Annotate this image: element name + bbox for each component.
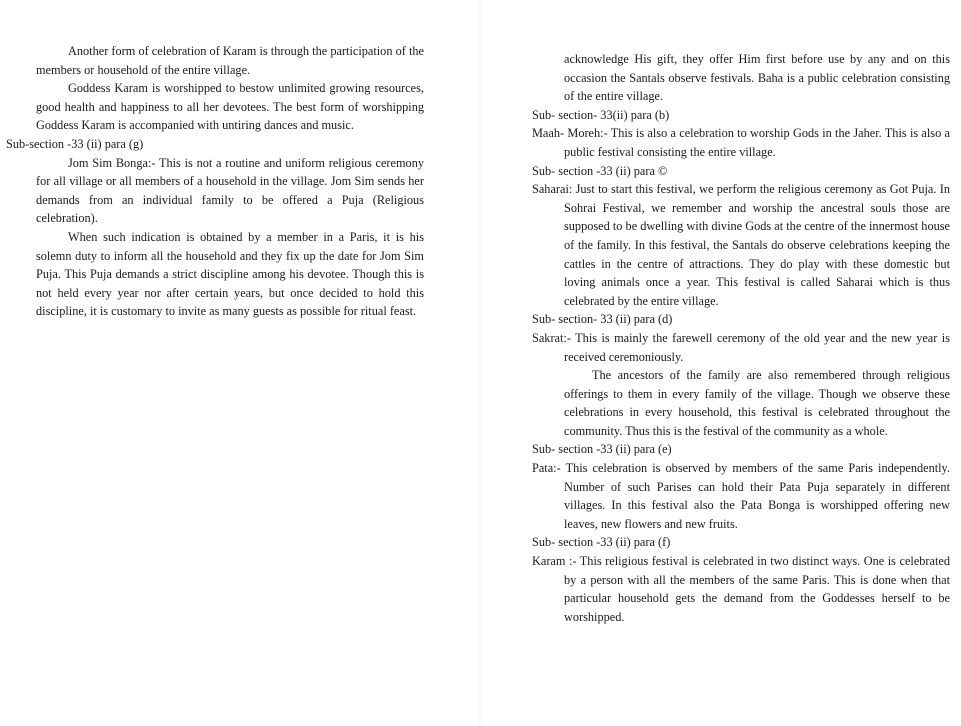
entry-karam: [532, 552, 950, 626]
text-sakrat: This is mainly the farewell ceremony of the old year and the new year is received ceremoniously.: [564, 330, 950, 364]
entry-sakrat: [532, 329, 950, 366]
left-column: [6, 42, 424, 321]
entry-maah-moreh: [532, 124, 950, 161]
subsection-heading-f: Sub- section -33 (ii) para (f): [532, 535, 671, 550]
term-sakrat: Sakrat:-: [532, 330, 571, 345]
term-pata: Pata:-: [532, 461, 561, 476]
entry-saharai: [532, 180, 950, 310]
right-column: [532, 50, 950, 626]
subsection-heading-b: Sub- section- 33(ii) para (b): [532, 107, 670, 122]
term-maah-moreh: Maah- Moreh:-: [532, 126, 608, 141]
paragraph-goddess-karam: Goddess Karam is worshipped to bestow unlimited growing resources, good health and happiness to all her devotees. The best form of worshipping Goddess Karam is accompanied with untiring dances and music.: [36, 81, 424, 133]
paragraph-sakrat-ancestors: The ancestors of the family are also remembered through religious offerings to them in every family of the village. Though we observe these celebrations in every household, this festival is celebrated throughout the community. Thus this is the festival of the community as a whole.: [564, 368, 950, 438]
text-saharai: Just to start this festival, we perform the religious ceremony as Got Puja. In Sohrai Festival, we remember and worship the ancestral souls those are supposed to be dwelling with divine Gods at the centre of the innermost house of the family. In this festival, the Santals do observe celebrations keeping the cattles in the centre of attractions. They do play with these domestic but loving animals once a year. This festival is called Saharai which is thus celebrated by the entire village.: [564, 182, 951, 308]
paragraph-jom-sim-puja: When such indication is obtained by a member in a Paris, it is his solemn duty to inform all the household and they fix up the date for Jom Sim Puja. This Puja demands a strict discipline among his devotee. Though this is not held every year nor after certain years, but once decided to hold this discipline, it is customary to invite as many guests as possible for ritual feast.: [36, 229, 424, 319]
paragraph-karam-village: Another form of celebration of Karam is through the participation of the members or household of the entire village.: [36, 44, 424, 77]
text-maah-moreh: This is also a celebration to worship Gods in the Jaher. This is also a public festival consisting the entire village.: [564, 126, 950, 159]
left-page: [0, 0, 480, 726]
paragraph-baha-continuation: acknowledge His gift, they offer Him first before use by any and on this occasion the Santals observe festivals. Baha is a public celebration consisting of the entire village.: [564, 52, 950, 104]
subsection-heading-d: Sub- section- 33 (ii) para (d): [532, 312, 673, 327]
subsection-heading-c: Sub- section -33 (ii) para ©: [532, 163, 668, 178]
subsection-heading-g: Sub-section -33 (ii) para (g): [6, 136, 144, 151]
paragraph-jom-sim-bonga: Jom Sim Bonga:- This is not a routine and uniform religious ceremony for all village or all members of a household in the village. Jom Sim sends her demands from an individual family to be offered a Puja (Religious celebration).: [36, 155, 424, 226]
term-saharai: Saharai:: [532, 182, 573, 197]
term-karam: Karam :-: [532, 554, 577, 569]
entry-pata: [532, 459, 950, 533]
subsection-heading-e: Sub- section -33 (ii) para (e): [532, 442, 672, 457]
right-page: [480, 0, 961, 726]
text-pata: This celebration is observed by members of the same Paris independently. Number of such Parises can hold their Pata Puja separately in different villages. In this festival also the Pata Bonga is worshipped offering new leaves, new flowers and new fruits.: [564, 461, 950, 531]
text-karam: This religious festival is celebrated in two distinct ways. One is celebrated by a person with all the members of the same Paris. This is done when that particular household gets the demand from the Goddesses herself to be worshipped.: [564, 554, 950, 624]
